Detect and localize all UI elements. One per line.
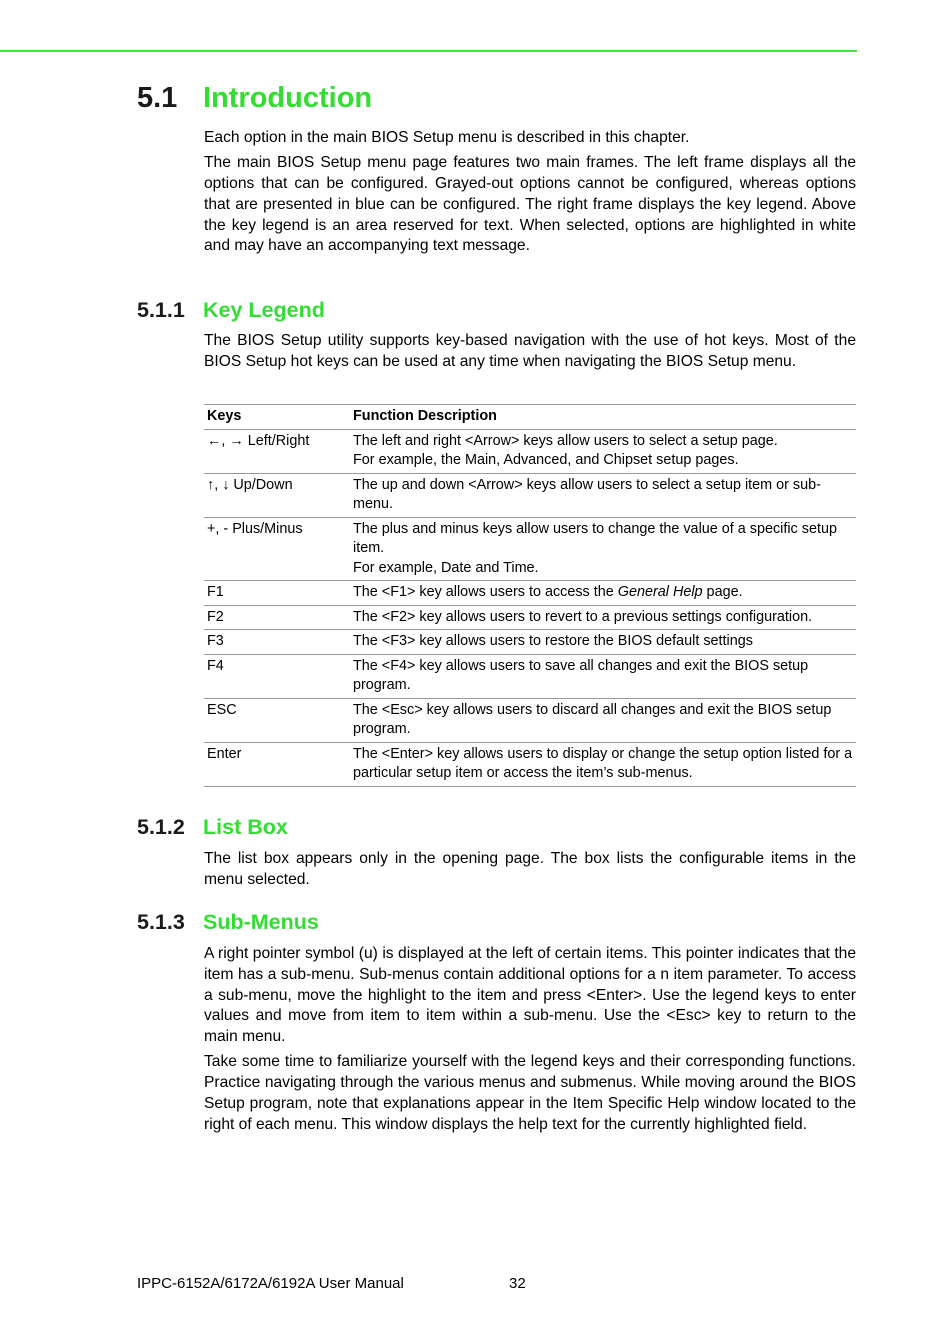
key-legend-table: [204, 404, 856, 787]
key-legend-paragraph: The BIOS Setup utility supports key-based navigation with the use of hot keys. Most of the BIOS Setup hot keys can be used at any time when navigating the BIOS Setup menu.: [204, 332, 856, 370]
sub-menus-paragraph: Take some time to familiarize yourself with the legend keys and their corresponding functions. Practice navigating through the various menus and submenus. While moving around the BIOS Setup program, note that explanations appear in the Item Specific Help window located to the right of each menu. This window displays the help text for the currently highlighted field.: [204, 1053, 856, 1133]
section-heading: [137, 82, 372, 115]
list-box-paragraph: The list box appears only in the opening page. The box lists the configurable items in the menu selected.: [204, 850, 856, 888]
intro-paragraph: The main BIOS Setup menu page features two main frames. The left frame displays all the options that can be configured. Grayed-out options cannot be configured, whereas options that are presented in blue can be configured. The right frame displays the key legend. Above the key legend is an area reserved for text. When selected, options are highlighted in white and may have an accompanying text message.: [204, 154, 856, 255]
table-row: [204, 698, 856, 742]
table-row: [204, 742, 856, 786]
column-header: Function Description: [350, 405, 856, 430]
description-cell: [350, 517, 856, 581]
sub-menus-text: [204, 944, 856, 1140]
table-header-row: [204, 405, 856, 430]
description-cell: [350, 581, 856, 606]
table-row: [204, 429, 856, 473]
intro-text: [204, 128, 856, 262]
key-cell: ↑, ↓ Up/Down: [204, 473, 350, 517]
subsection-heading-list-box: [137, 815, 288, 840]
description-cell: [350, 429, 856, 473]
list-box-text: [204, 849, 856, 895]
key-cell: Enter: [204, 742, 350, 786]
subsection-heading-key-legend: [137, 298, 325, 323]
description-line: The <Esc> key allows users to discard all changes and exit the BIOS setup program.: [353, 701, 832, 737]
key-cell: F1: [204, 581, 350, 606]
subsection-title: Key Legend: [203, 298, 325, 322]
subsection-number: 5.1.3: [137, 910, 185, 934]
section-number: 5.1: [137, 82, 178, 114]
table-row: [204, 605, 856, 630]
description-text: The <F1> key allows users to access the: [353, 584, 618, 600]
key-cell: F4: [204, 654, 350, 698]
footer-manual-title: IPPC-6152A/6172A/6192A User Manual: [137, 1275, 404, 1292]
description-cell: [350, 698, 856, 742]
description-emphasis: General Help: [617, 584, 703, 600]
description-cell: [350, 742, 856, 786]
subsection-number: 5.1.2: [137, 815, 185, 839]
key-cell: ESC: [204, 698, 350, 742]
description-cell: [350, 630, 856, 655]
key-legend-text: [204, 331, 856, 377]
description-line: The left and right <Arrow> keys allow users to select a setup page.: [353, 432, 778, 449]
intro-paragraph: Each option in the main BIOS Setup menu is described in this chapter.: [204, 129, 690, 146]
section-title: Introduction: [203, 82, 373, 114]
table-row: [204, 654, 856, 698]
description-cell: [350, 654, 856, 698]
key-cell: +, - Plus/Minus: [204, 517, 350, 581]
subsection-title: Sub-Menus: [203, 910, 319, 934]
description-cell: [350, 605, 856, 630]
subsection-heading-sub-menus: [137, 910, 319, 935]
description-line: The <F2> key allows users to revert to a previous settings configuration.: [353, 608, 813, 625]
subsection-title: List Box: [203, 815, 288, 839]
description-line: The <F4> key allows users to save all changes and exit the BIOS setup program.: [353, 657, 809, 693]
key-cell: F3: [204, 630, 350, 655]
description-line: The up and down <Arrow> keys allow users to select a setup item or sub-menu.: [353, 476, 821, 512]
table-row: [204, 517, 856, 581]
table-row: [204, 473, 856, 517]
description-line: For example, the Main, Advanced, and Chipset setup pages.: [353, 452, 739, 468]
description-line: The plus and minus keys allow users to change the value of a specific setup item.: [353, 520, 837, 556]
description-line: The <F3> key allows users to restore the BIOS default settings: [353, 633, 753, 649]
description-cell: [350, 473, 856, 517]
key-cell: ←, → Left/Right: [204, 429, 350, 473]
description-line: For example, Date and Time.: [353, 559, 539, 576]
header-rule: [0, 50, 857, 52]
description-line: The <Enter> key allows users to display or change the setup option listed for a particular setup item or access the item’s sub-menus.: [353, 745, 853, 781]
sub-menus-paragraph: A right pointer symbol (u) is displayed at the left of certain items. This pointer indicates that the item has a sub-menu. Sub-menus contain additional options for a n item parameter. To access a sub-menu, move the highlight to the item and press <Enter>. Use the legend keys to enter values and move from item to item within a sub-menu. Use the <Esc> key to return to the main menu.: [204, 945, 856, 1046]
table-row: [204, 581, 856, 606]
subsection-number: 5.1.1: [137, 298, 185, 322]
column-header: Keys: [204, 405, 350, 430]
footer-page-number: 32: [509, 1275, 526, 1292]
description-text: page.: [702, 584, 743, 600]
table-row: [204, 630, 856, 655]
key-cell: F2: [204, 605, 350, 630]
